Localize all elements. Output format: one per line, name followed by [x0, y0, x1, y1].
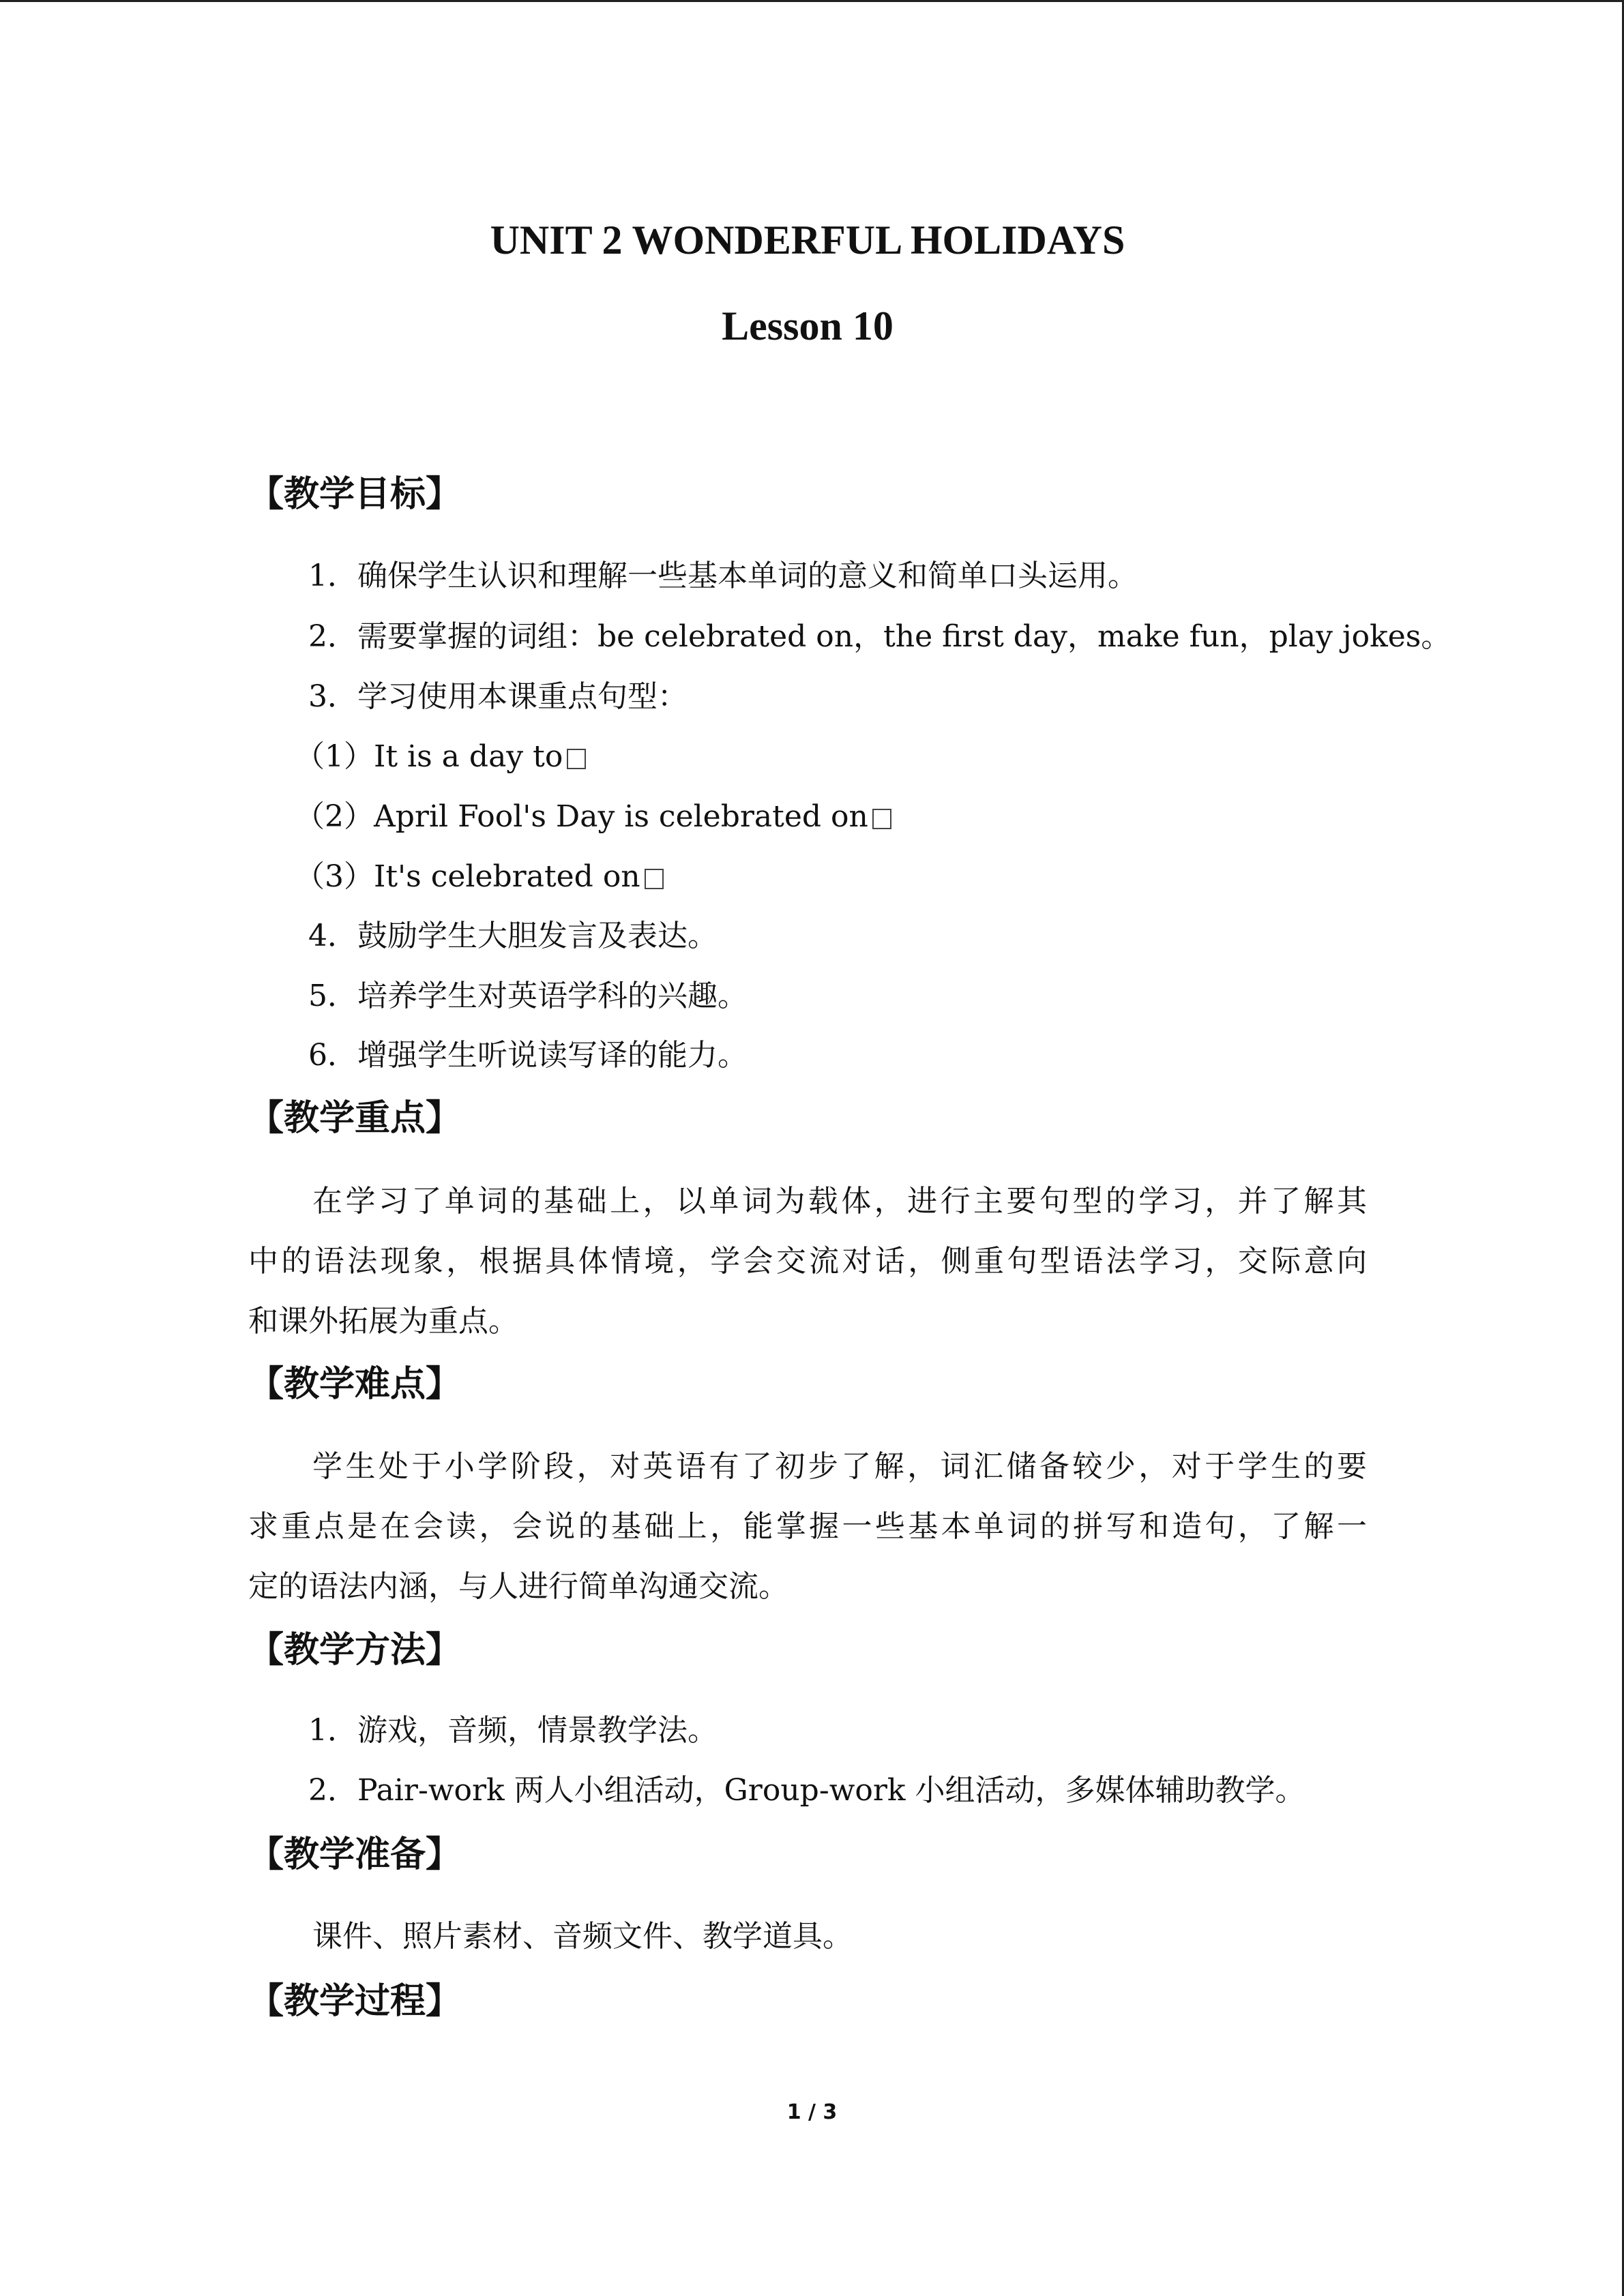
sentence-pattern-item: [295, 796, 891, 837]
heading-key-points: 【教学重点】: [248, 1098, 462, 1139]
heading-difficulties: 【教学难点】: [248, 1364, 462, 1405]
paragraph-line: 中的语法现象，根据具体情境，学会交流对话，侧重句型语法学习，交际意向: [248, 1244, 1367, 1279]
paragraph-line: 和课外拓展为重点。: [248, 1304, 518, 1339]
sentence-pattern-text: （3）It's celebrated on: [295, 859, 640, 894]
paragraph-line: 学生处于小学阶段，对英语有了初步了解，词汇储备较少，对于学生的要: [312, 1449, 1367, 1484]
placeholder-box-icon: [567, 749, 586, 769]
objective-item: 6．增强学生听说读写译的能力。: [308, 1038, 748, 1073]
heading-methods: 【教学方法】: [248, 1630, 462, 1671]
objective-item: 1．确保学生认识和理解一些基本单词的意义和简单口头运用。: [308, 558, 1138, 593]
objective-item: 2．需要掌握的词组：be celebrated on，the first day，make fun，play jokes。: [308, 619, 1451, 654]
method-item: 1．游戏，音频，情景教学法。: [308, 1713, 718, 1748]
placeholder-box-icon: [645, 869, 664, 889]
sentence-pattern-text: （1）It is a day to: [295, 739, 563, 774]
heading-process: 【教学过程】: [248, 1981, 462, 2022]
paragraph-line: 定的语法内涵，与人进行简单沟通交流。: [248, 1569, 788, 1604]
objective-item: 5．培养学生对英语学科的兴趣。: [308, 979, 748, 1013]
objective-item: 3．学习使用本课重点句型：: [308, 679, 688, 714]
lesson-subtitle: Lesson 10: [722, 303, 894, 348]
sentence-pattern-text: （2）April Fool's Day is celebrated on: [295, 799, 868, 834]
page-number: 1 / 3: [786, 2100, 838, 2124]
objective-item: 4．鼓励学生大胆发言及表达。: [308, 919, 718, 953]
heading-preparation: 【教学准备】: [248, 1834, 462, 1875]
sentence-pattern-item: [295, 856, 664, 897]
document-title: UNIT 2 WONDERFUL HOLIDAYS: [490, 218, 1125, 263]
sentence-pattern-item: [295, 736, 586, 777]
heading-objectives: 【教学目标】: [248, 474, 462, 515]
difficulties-paragraph: [248, 1437, 1367, 1617]
preparation-text: 课件、照片素材、音频文件、教学道具。: [312, 1919, 853, 1954]
paragraph-line: 在学习了单词的基础上，以单词为载体，进行主要句型的学习，并了解其: [312, 1184, 1367, 1219]
paragraph-line: 求重点是在会读，会说的基础上，能掌握一些基本单词的拼写和造句，了解一: [248, 1509, 1367, 1544]
key-points-paragraph: [248, 1172, 1367, 1352]
method-item: 2．Pair-work 两人小组活动，Group-work 小组活动，多媒体辅助教学。: [308, 1773, 1305, 1808]
placeholder-box-icon: [872, 809, 891, 829]
